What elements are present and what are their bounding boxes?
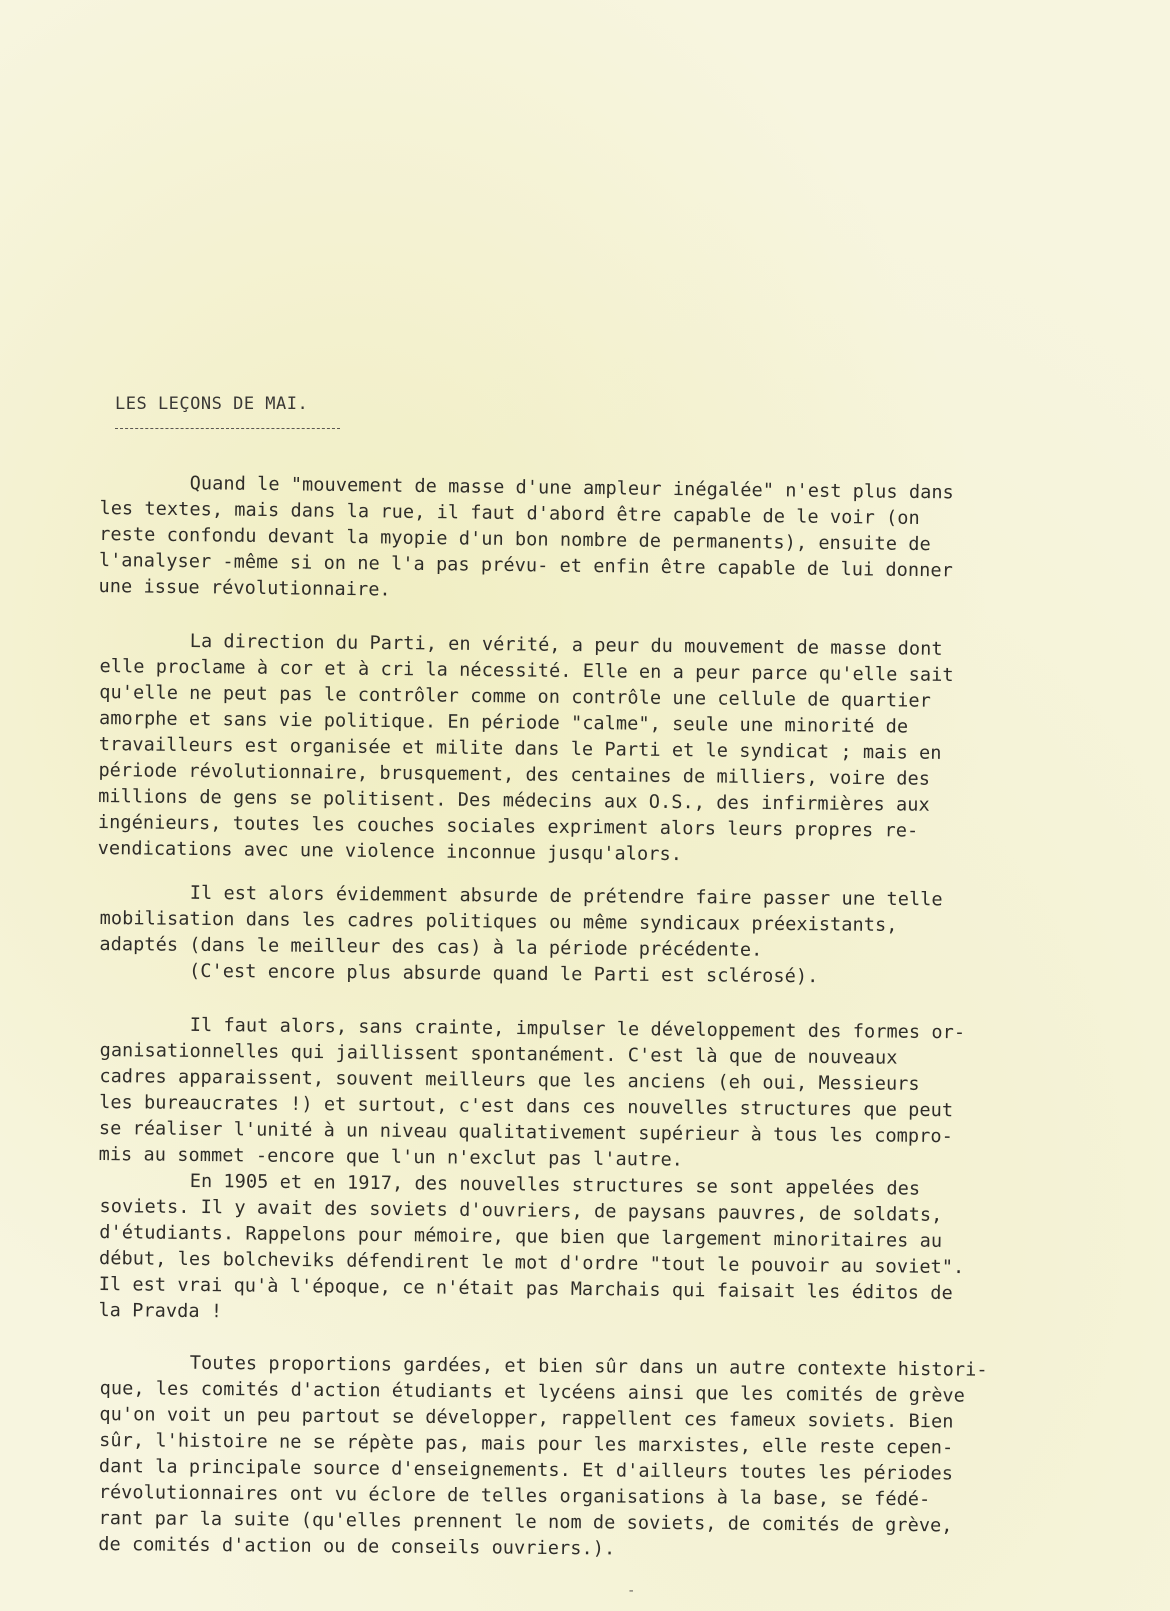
text-line: cadres apparaissent, souvent meilleurs que les anciens (eh oui, Messieurs: [99, 1065, 920, 1095]
text-line: période révolutionnaire, brusquement, des centaines de milliers, voire des: [98, 759, 931, 790]
text-line: En 1905 et en 1917, des nouvelles structures se sont appelées des: [99, 1169, 921, 1200]
text-line: adaptés (dans le meilleur des cas) à la période précédente.: [99, 933, 763, 961]
title-underline: [115, 428, 340, 429]
text-line: rant par la suite (qu'elles prennent le nom de soviets, de comités de grève,: [98, 1507, 953, 1537]
page-title: LES LEÇONS DE MAI.: [115, 394, 309, 414]
paragraph-3: [99, 880, 1030, 992]
text-line: les bureaucrates !) et surtout, c'est dans ces nouvelles structures que peut: [99, 1091, 954, 1122]
text-line: ingénieurs, toutes les couches sociales expriment alors leurs propres re-: [97, 811, 919, 842]
text-line: ganisationnelles qui jaillissent spontanément. C'est là que de nouveaux: [99, 1039, 898, 1069]
paragraph-1: [98, 470, 1030, 611]
text-line: qu'on voit un peu partout se développer, rappellent ces fameux soviets. Bien: [99, 1403, 954, 1433]
text-line: se réaliser l'unité à un niveau qualitativement supérieur à tous les compro-: [98, 1117, 954, 1148]
text-line: amorphe et sans vie politique. En période "calme", seule une minorité de: [98, 707, 909, 738]
text-line: une issue révolutionnaire.: [98, 575, 391, 601]
text-line: (C'est encore plus absurde quand le Parti est sclérosé).: [99, 959, 819, 988]
text-line: qu'elle ne peut pas le contrôler comme on contrôle une cellule de quartier: [99, 681, 931, 712]
paragraph-6: [98, 1350, 1030, 1566]
text-line: d'étudiants. Rappelons pour mémoire, que bien que largement minoritaires au: [99, 1221, 943, 1252]
text-line: sûr, l'histoire ne se répète pas, mais pour les marxistes, elle reste cepen-: [99, 1429, 954, 1459]
page-footer-mark: -: [627, 1583, 636, 1599]
text-line: Il est alors évidemment absurde de prétendre faire passer une telle: [99, 881, 943, 911]
text-line: reste confondu devant la myopie d'un bon nombre de permanents), ensuite de: [99, 523, 931, 556]
paragraph-5: [98, 1168, 1030, 1334]
text-line: de comités d'action ou de conseils ouvriers.).: [98, 1533, 616, 1560]
text-line: La direction du Parti, en vérité, a peur du mouvement de masse dont: [99, 629, 943, 660]
text-line: soviets. Il y avait des soviets d'ouvriers, de paysans pauvres, de soldats,: [99, 1195, 943, 1226]
text-line: les textes, mais dans la rue, il faut d'abord être capable de le voir (on: [99, 497, 920, 530]
text-line: travailleurs est organisée et milite dans le Parti et le syndicat ; mais en: [98, 733, 942, 764]
text-line: début, les bolcheviks défendirent le mot d'ordre "tout le pouvoir au soviet".: [98, 1247, 965, 1279]
text-line: Il est vrai qu'à l'époque, ce n'était pas Marchais qui faisait les éditos de: [98, 1273, 953, 1304]
text-line: la Pravda !: [98, 1299, 223, 1323]
paragraph-2: [98, 628, 1030, 872]
paragraph-4: [99, 1012, 1030, 1177]
text-line: révolutionnaires ont vu éclore de telles organisations à la base, se fédé-: [98, 1481, 931, 1511]
text-line: elle proclame à cor et à cri la nécessité. Elle en a peur parce qu'elle sait: [99, 655, 954, 686]
text-line: Quand le "mouvement de masse d'une ampleur inégalée" n'est plus dans: [99, 471, 955, 504]
text-line: que, les comités d'action étudiants et lycéens ainsi que les comités de grève: [99, 1377, 966, 1407]
text-line: Toutes proportions gardées, et bien sûr dans un autre contexte histori-: [99, 1351, 988, 1381]
text-line: vendications avec une violence inconnue jusqu'alors.: [97, 837, 683, 866]
text-line: mobilisation dans les cadres politiques ou même syndicaux préexistants,: [99, 907, 898, 936]
text-line: mis au sommet -encore que l'un n'exclut pas l'autre.: [98, 1143, 684, 1171]
text-line: l'analyser -même si on ne l'a pas prévu- et enfin être capable de lui donner: [98, 549, 954, 582]
text-line: Il faut alors, sans crainte, impulser le développement des formes or-: [99, 1013, 966, 1044]
text-line: millions de gens se politisent. Des médecins aux O.S., des infirmières aux: [98, 785, 930, 816]
text-line: dant la principale source d'enseignements. Et d'ailleurs toutes les périodes: [98, 1455, 954, 1485]
